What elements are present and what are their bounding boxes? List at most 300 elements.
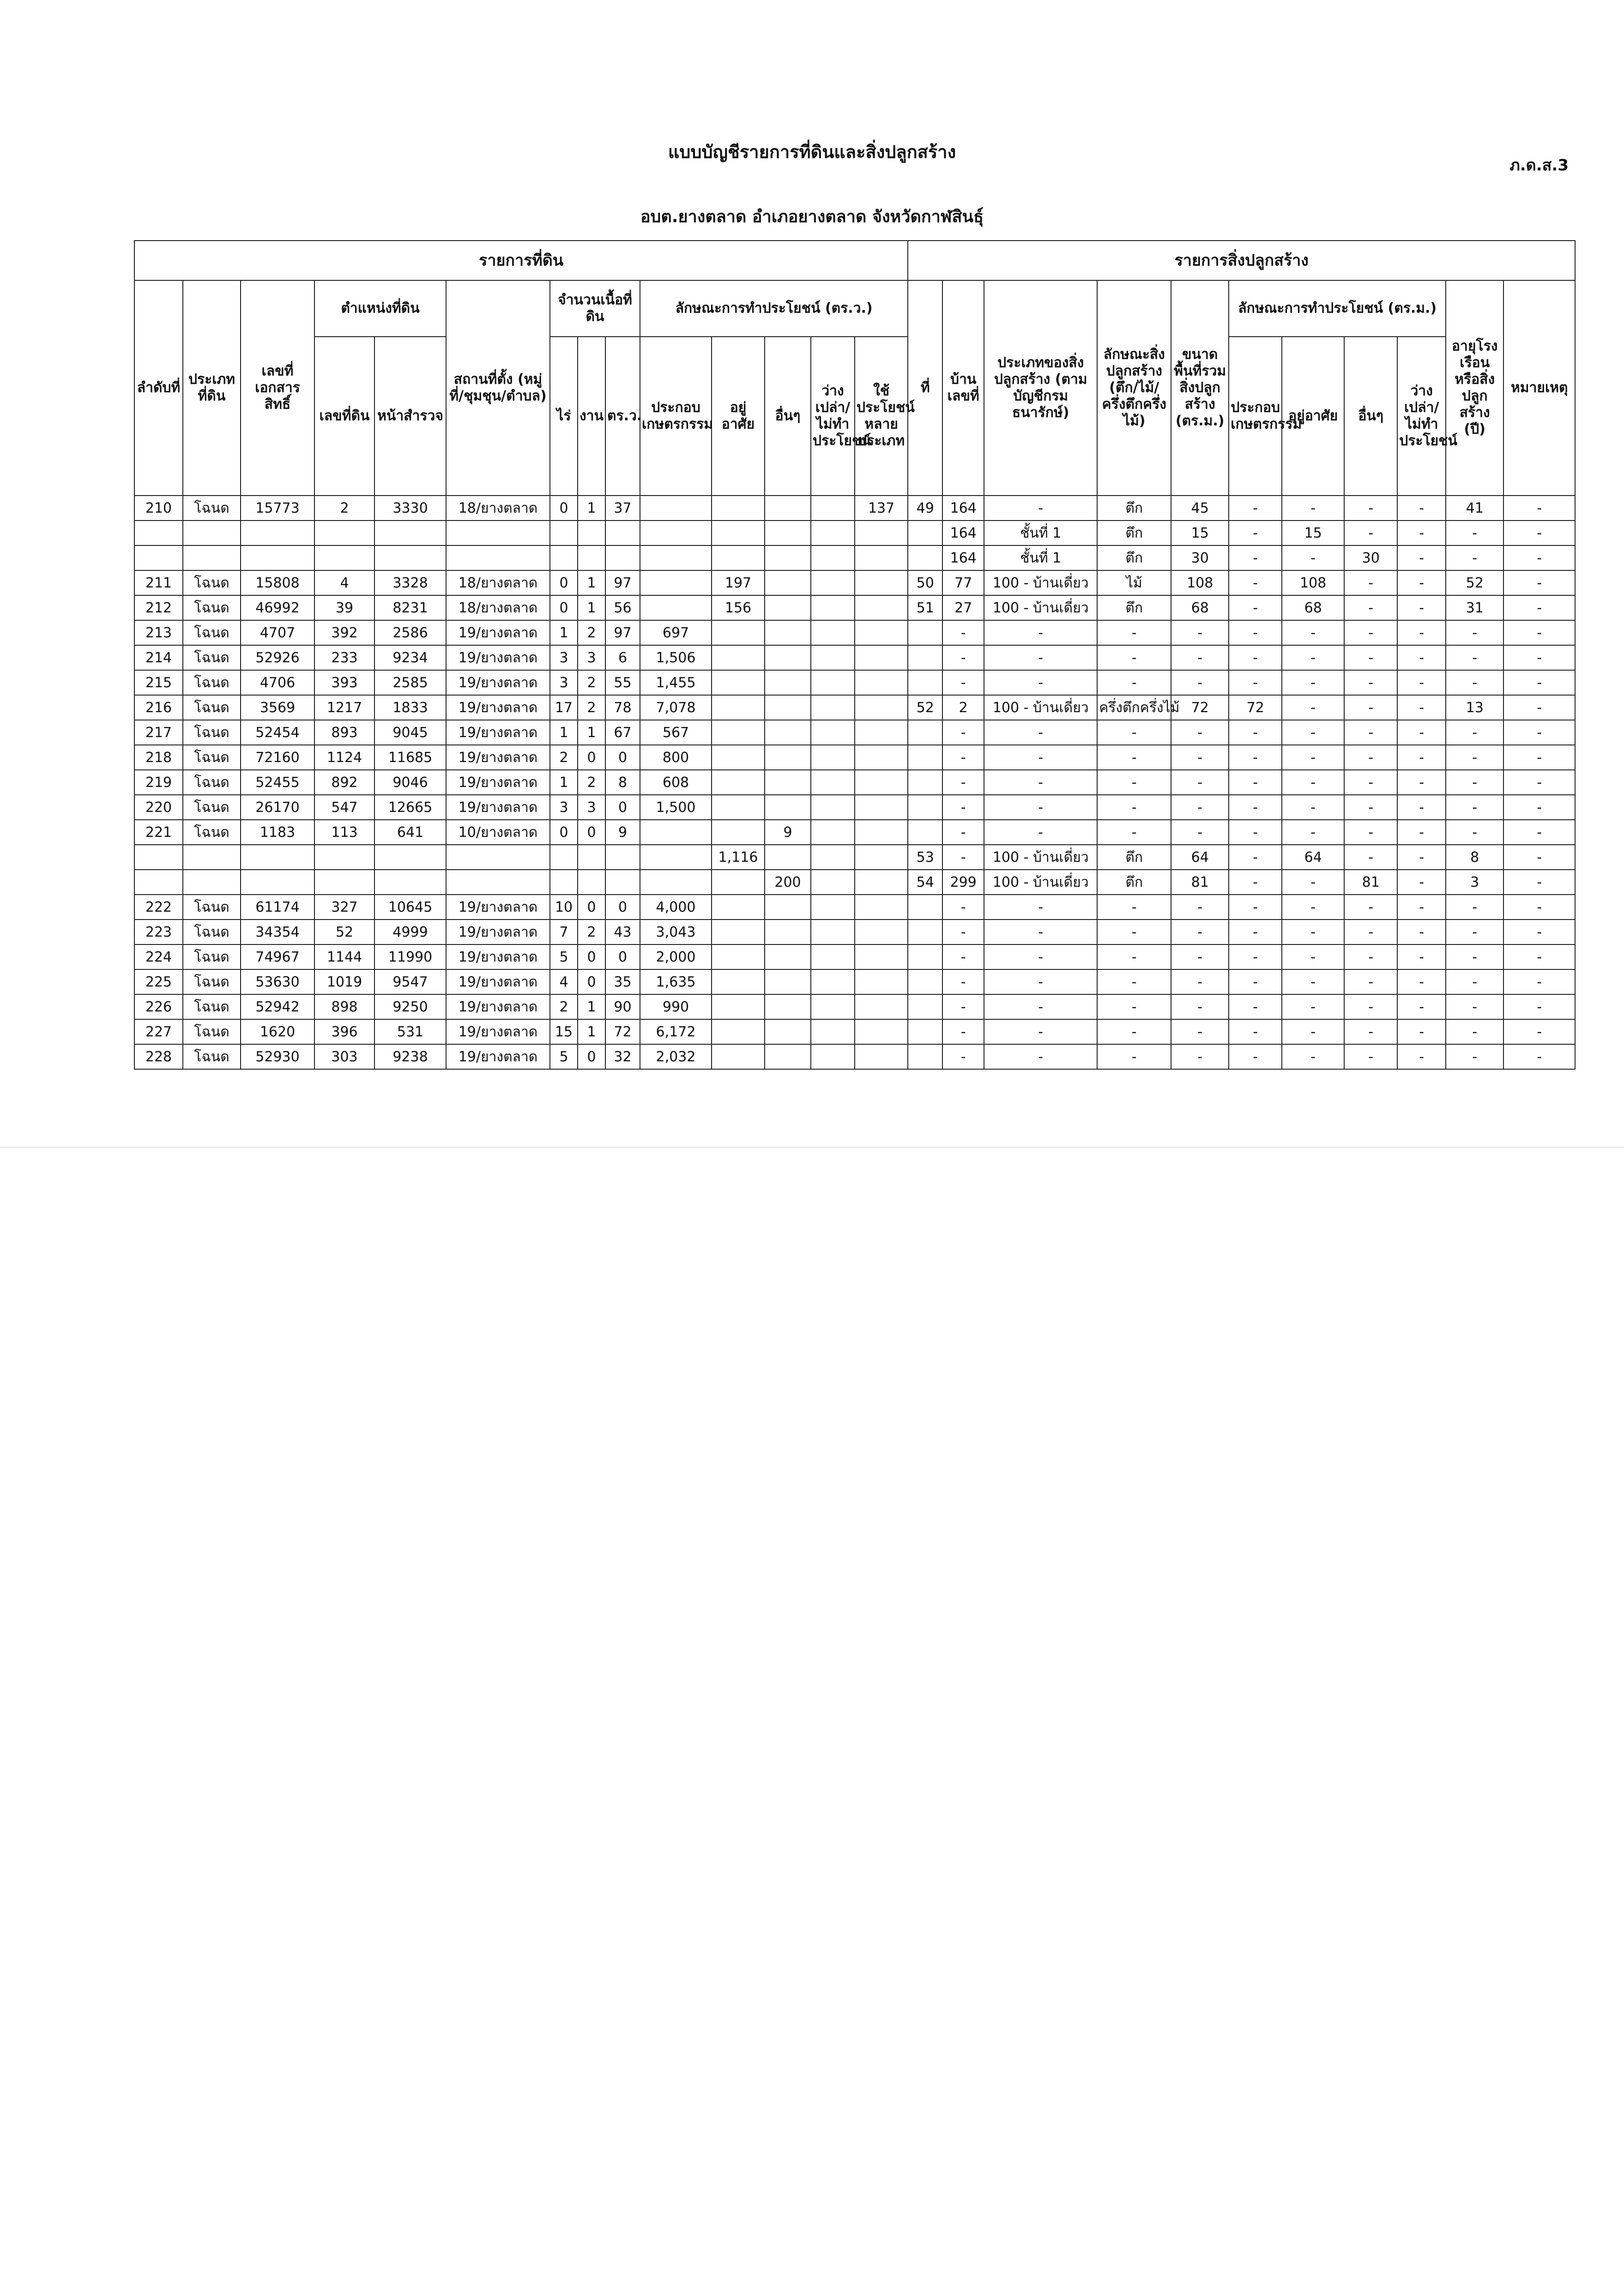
col-land-position: ตำแหน่งที่ดิน: [314, 280, 446, 337]
table-cell: 52454: [241, 720, 314, 745]
table-cell: -: [1282, 695, 1344, 720]
table-cell: -: [1446, 994, 1503, 1019]
table-cell: 19/ยางตลาด: [446, 645, 550, 670]
table-cell: [855, 645, 908, 670]
table-cell: 228: [134, 1044, 183, 1069]
table-cell: 641: [374, 820, 446, 845]
table-cell: 1: [578, 595, 605, 620]
table-cell: ชั้นที่ 1: [984, 521, 1097, 545]
table-cell: [640, 870, 712, 895]
table-cell: [314, 521, 374, 545]
table-cell: [712, 870, 765, 895]
table-row: [134, 720, 1575, 745]
table-cell: -: [1171, 1044, 1229, 1069]
table-cell: 299: [942, 870, 984, 895]
table-cell: -: [942, 944, 984, 969]
table-cell: [855, 770, 908, 795]
table-cell: 35: [605, 969, 640, 994]
table-cell: 226: [134, 994, 183, 1019]
table-cell: [134, 870, 183, 895]
table-cell: 64: [1171, 845, 1229, 870]
table-cell: -: [1171, 944, 1229, 969]
table-cell: [640, 845, 712, 870]
table-cell: [712, 545, 765, 570]
table-cell: 2: [578, 770, 605, 795]
table-cell: [374, 845, 446, 870]
table-cell: -: [942, 969, 984, 994]
table-cell: -: [942, 1044, 984, 1069]
table-cell: 19/ยางตลาด: [446, 670, 550, 695]
table-row: [134, 645, 1575, 670]
table-cell: 0: [578, 745, 605, 770]
table-cell: [241, 845, 314, 870]
table-cell: 990: [640, 994, 712, 1019]
table-cell: [712, 920, 765, 944]
table-cell: 72: [605, 1019, 640, 1044]
table-cell: -: [1282, 870, 1344, 895]
table-cell: -: [1171, 670, 1229, 695]
table-cell: -: [1446, 770, 1503, 795]
table-cell: [811, 920, 855, 944]
table-row: [134, 570, 1575, 595]
table-cell: [908, 820, 942, 845]
table-cell: -: [984, 994, 1097, 1019]
col-b-resid: อยู่อาศัย: [1282, 337, 1344, 496]
table-cell: 27: [942, 595, 984, 620]
table-cell: 3: [578, 795, 605, 820]
table-cell: 219: [134, 770, 183, 795]
table-cell: 10/ยางตลาด: [446, 820, 550, 845]
table-cell: 52455: [241, 770, 314, 795]
table-cell: [811, 994, 855, 1019]
table-cell: [855, 870, 908, 895]
table-cell: 6: [605, 645, 640, 670]
table-cell: 1620: [241, 1019, 314, 1044]
table-cell: -: [1344, 720, 1397, 745]
table-cell: [712, 1044, 765, 1069]
table-cell: 9234: [374, 645, 446, 670]
table-cell: [908, 944, 942, 969]
table-cell: [811, 1019, 855, 1044]
table-cell: 221: [134, 820, 183, 845]
table-cell: [908, 770, 942, 795]
table-cell: โฉนด: [183, 895, 241, 920]
table-cell: 12665: [374, 795, 446, 820]
table-cell: -: [1503, 645, 1575, 670]
table-cell: 97: [605, 570, 640, 595]
table-cell: [811, 670, 855, 695]
col-house-no: บ้านเลขที่: [942, 280, 984, 496]
table-cell: [134, 545, 183, 570]
table-cell: 81: [1171, 870, 1229, 895]
table-cell: [855, 545, 908, 570]
table-cell: ตึก: [1097, 595, 1171, 620]
table-cell: 2585: [374, 670, 446, 695]
table-cell: 15773: [241, 496, 314, 521]
table-cell: [908, 545, 942, 570]
table-cell: [811, 795, 855, 820]
table-cell: ครึ่งตึกครึ่งไม้: [1097, 695, 1171, 720]
table-cell: -: [1097, 1019, 1171, 1044]
table-cell: 697: [640, 620, 712, 645]
table-cell: 52: [908, 695, 942, 720]
table-cell: 64: [1282, 845, 1344, 870]
table-cell: 2,000: [640, 944, 712, 969]
table-cell: -: [1397, 870, 1446, 895]
table-cell: 74967: [241, 944, 314, 969]
table-cell: 1144: [314, 944, 374, 969]
table-cell: -: [1344, 895, 1397, 920]
table-cell: 1124: [314, 745, 374, 770]
table-cell: 567: [640, 720, 712, 745]
table-cell: -: [1503, 745, 1575, 770]
table-cell: โฉนด: [183, 496, 241, 521]
table-cell: -: [942, 1019, 984, 1044]
table-cell: -: [1171, 770, 1229, 795]
table-cell: -: [942, 670, 984, 695]
table-cell: 30: [1171, 545, 1229, 570]
table-cell: [908, 920, 942, 944]
table-cell: -: [1446, 1044, 1503, 1069]
table-cell: -: [1097, 770, 1171, 795]
table-cell: [712, 620, 765, 645]
table-cell: 56: [605, 595, 640, 620]
table-cell: [908, 969, 942, 994]
col-ngan: งาน: [578, 337, 605, 496]
table-cell: -: [942, 795, 984, 820]
table-cell: [712, 994, 765, 1019]
table-cell: -: [1503, 1019, 1575, 1044]
table-cell: [811, 845, 855, 870]
table-cell: [578, 870, 605, 895]
table-cell: -: [1229, 770, 1282, 795]
table-cell: [765, 521, 811, 545]
table-cell: 6,172: [640, 1019, 712, 1044]
table-cell: -: [1344, 620, 1397, 645]
col-rai: ไร่: [550, 337, 578, 496]
table-cell: -: [1397, 994, 1446, 1019]
table-cell: 4999: [374, 920, 446, 944]
table-cell: -: [1344, 969, 1397, 994]
col-doc-no: เลขที่เอกสารสิทธิ์: [241, 280, 314, 496]
col-building-seq: ที่: [908, 280, 942, 496]
table-cell: [765, 944, 811, 969]
table-cell: [605, 521, 640, 545]
table-cell: โฉนด: [183, 820, 241, 845]
table-cell: [241, 545, 314, 570]
table-cell: [605, 845, 640, 870]
table-cell: -: [1344, 570, 1397, 595]
table-cell: [765, 496, 811, 521]
table-cell: -: [1503, 695, 1575, 720]
table-cell: 800: [640, 745, 712, 770]
table-cell: 225: [134, 969, 183, 994]
table-cell: -: [1397, 795, 1446, 820]
scan-edge-line: [0, 1147, 1624, 1148]
table-cell: -: [1171, 895, 1229, 920]
table-cell: -: [1344, 920, 1397, 944]
table-cell: 90: [605, 994, 640, 1019]
table-cell: -: [1097, 944, 1171, 969]
table-cell: 19/ยางตลาด: [446, 994, 550, 1019]
table-cell: -: [1282, 745, 1344, 770]
table-cell: 19/ยางตลาด: [446, 920, 550, 944]
table-cell: -: [1229, 1019, 1282, 1044]
table-cell: ตึก: [1097, 845, 1171, 870]
table-cell: -: [1503, 795, 1575, 820]
table-cell: -: [1397, 944, 1446, 969]
table-cell: [765, 770, 811, 795]
col-vacant: ว่างเปล่า/ไม่ทำประโยชน์: [811, 337, 855, 496]
col-b-vacant: ว่างเปล่า/ไม่ทำประโยชน์: [1397, 337, 1446, 496]
table-cell: -: [1503, 595, 1575, 620]
table-cell: 15: [550, 1019, 578, 1044]
table-cell: 0: [550, 496, 578, 521]
table-cell: -: [1171, 969, 1229, 994]
table-cell: -: [1229, 620, 1282, 645]
table-cell: -: [1229, 545, 1282, 570]
table-cell: 10645: [374, 895, 446, 920]
table-cell: 9238: [374, 1044, 446, 1069]
table-cell: -: [1229, 595, 1282, 620]
table-cell: [550, 545, 578, 570]
table-cell: -: [1446, 969, 1503, 994]
table-row: [134, 994, 1575, 1019]
table-cell: 30: [1344, 545, 1397, 570]
table-cell: 898: [314, 994, 374, 1019]
table-cell: โฉนด: [183, 770, 241, 795]
table-cell: 892: [314, 770, 374, 795]
table-cell: -: [942, 895, 984, 920]
table-cell: [640, 521, 712, 545]
table-cell: -: [1397, 920, 1446, 944]
table-cell: [183, 870, 241, 895]
table-cell: 18/ยางตลาด: [446, 496, 550, 521]
col-area: จำนวนเนื้อที่ดิน: [550, 280, 640, 337]
col-remark: หมายเหตุ: [1503, 280, 1575, 496]
col-building-kind: ลักษณะสิ่งปลูกสร้าง (ตึก/ไม้/ครึ่งตึกครึ่งไม้): [1097, 280, 1171, 496]
table-cell: [605, 545, 640, 570]
table-cell: 19/ยางตลาด: [446, 969, 550, 994]
table-cell: 0: [578, 820, 605, 845]
table-cell: 108: [1282, 570, 1344, 595]
table-cell: -: [1397, 570, 1446, 595]
table-cell: -: [984, 645, 1097, 670]
table-cell: -: [1344, 795, 1397, 820]
table-cell: [605, 870, 640, 895]
table-cell: 0: [578, 969, 605, 994]
table-cell: -: [1397, 820, 1446, 845]
col-agri: ประกอบเกษตรกรรม: [640, 337, 712, 496]
table-row: [134, 496, 1575, 521]
table-cell: [765, 695, 811, 720]
table-cell: 3: [1446, 870, 1503, 895]
table-cell: 43: [605, 920, 640, 944]
table-cell: -: [1097, 969, 1171, 994]
table-cell: -: [942, 920, 984, 944]
table-cell: 15808: [241, 570, 314, 595]
table-cell: 51: [908, 595, 942, 620]
table-row: [134, 870, 1575, 895]
table-cell: -: [1282, 496, 1344, 521]
col-b-agri: ประกอบเกษตรกรรม: [1229, 337, 1282, 496]
table-cell: 1: [578, 570, 605, 595]
table-cell: -: [1446, 545, 1503, 570]
table-cell: -: [1282, 1019, 1344, 1044]
table-cell: [640, 545, 712, 570]
col-b-other: อื่นๆ: [1344, 337, 1397, 496]
table-cell: -: [1229, 496, 1282, 521]
table-cell: -: [1229, 895, 1282, 920]
table-cell: [765, 645, 811, 670]
table-cell: ตึก: [1097, 870, 1171, 895]
table-cell: [765, 570, 811, 595]
table-cell: 41: [1446, 496, 1503, 521]
table-cell: 19/ยางตลาด: [446, 770, 550, 795]
table-cell: 1,500: [640, 795, 712, 820]
table-row: [134, 1019, 1575, 1044]
table-cell: -: [1344, 845, 1397, 870]
table-cell: -: [984, 944, 1097, 969]
table-row: [134, 820, 1575, 845]
table-cell: 19/ยางตลาด: [446, 1044, 550, 1069]
table-cell: -: [1344, 645, 1397, 670]
table-cell: -: [1503, 545, 1575, 570]
table-cell: 547: [314, 795, 374, 820]
table-cell: [640, 820, 712, 845]
table-cell: -: [1397, 1019, 1446, 1044]
table-cell: [550, 845, 578, 870]
table-cell: -: [1171, 1019, 1229, 1044]
table-cell: [855, 1044, 908, 1069]
table-cell: 53: [908, 845, 942, 870]
table-cell: -: [942, 745, 984, 770]
table-cell: -: [1503, 620, 1575, 645]
table-cell: 210: [134, 496, 183, 521]
table-cell: -: [1344, 994, 1397, 1019]
table-cell: -: [1503, 845, 1575, 870]
table-row: [134, 920, 1575, 944]
table-cell: -: [984, 496, 1097, 521]
table-cell: -: [1229, 870, 1282, 895]
col-multi: ใช้ประโยชน์หลายประเภท: [855, 337, 908, 496]
table-cell: -: [1397, 745, 1446, 770]
table-cell: 11990: [374, 944, 446, 969]
col-other: อื่นๆ: [765, 337, 811, 496]
table-cell: -: [1229, 994, 1282, 1019]
table-cell: 31: [1446, 595, 1503, 620]
table-cell: [855, 695, 908, 720]
table-cell: -: [1503, 870, 1575, 895]
table-cell: -: [984, 1019, 1097, 1044]
col-location: สถานที่ตั้ง (หมู่ที่/ชุมชุน/ตำบล): [446, 280, 550, 496]
table-cell: [765, 670, 811, 695]
table-cell: [765, 1019, 811, 1044]
table-cell: [374, 870, 446, 895]
table-cell: -: [1503, 670, 1575, 695]
table-cell: 4707: [241, 620, 314, 645]
table-row: [134, 620, 1575, 645]
table-cell: 0: [550, 570, 578, 595]
table-cell: -: [1503, 994, 1575, 1019]
table-cell: ตึก: [1097, 545, 1171, 570]
table-cell: -: [1503, 895, 1575, 920]
table-cell: -: [1097, 620, 1171, 645]
table-cell: [855, 994, 908, 1019]
table-cell: [855, 720, 908, 745]
table-cell: -: [1097, 745, 1171, 770]
table-cell: [855, 845, 908, 870]
table-cell: 8231: [374, 595, 446, 620]
table-cell: 396: [314, 1019, 374, 1044]
table-cell: -: [1282, 920, 1344, 944]
table-cell: 0: [578, 1044, 605, 1069]
table-cell: 8: [1446, 845, 1503, 870]
table-cell: -: [1229, 1044, 1282, 1069]
table-cell: [855, 944, 908, 969]
table-cell: โฉนด: [183, 595, 241, 620]
table-cell: 8: [605, 770, 640, 795]
table-cell: 1,635: [640, 969, 712, 994]
table-cell: [134, 521, 183, 545]
table-cell: 7: [550, 920, 578, 944]
table-cell: -: [1282, 1044, 1344, 1069]
table-cell: 0: [605, 745, 640, 770]
table-row: [134, 695, 1575, 720]
table-cell: 5: [550, 944, 578, 969]
table-cell: โฉนด: [183, 745, 241, 770]
table-cell: -: [942, 845, 984, 870]
table-cell: 0: [578, 895, 605, 920]
table-cell: โฉนด: [183, 570, 241, 595]
table-cell: 214: [134, 645, 183, 670]
table-cell: 4706: [241, 670, 314, 695]
table-cell: [855, 820, 908, 845]
table-cell: 327: [314, 895, 374, 920]
table-cell: ชั้นที่ 1: [984, 545, 1097, 570]
table-cell: [908, 720, 942, 745]
table-cell: [314, 845, 374, 870]
table-cell: -: [1397, 645, 1446, 670]
table-cell: -: [1344, 595, 1397, 620]
table-cell: 108: [1171, 570, 1229, 595]
table-cell: 0: [578, 944, 605, 969]
table-row: [134, 1044, 1575, 1069]
table-cell: 0: [550, 820, 578, 845]
table-cell: [855, 670, 908, 695]
table-row: [134, 895, 1575, 920]
table-cell: -: [1503, 496, 1575, 521]
col-building-use: ลักษณะการทำประโยชน์ (ตร.ม.): [1229, 280, 1446, 337]
table-cell: 81: [1344, 870, 1397, 895]
table-cell: [811, 521, 855, 545]
table-cell: 9045: [374, 720, 446, 745]
table-cell: ตึก: [1097, 496, 1171, 521]
table-cell: 32: [605, 1044, 640, 1069]
table-cell: -: [1229, 720, 1282, 745]
table-cell: 3: [550, 795, 578, 820]
table-cell: 1: [550, 720, 578, 745]
table-cell: 0: [550, 595, 578, 620]
table-cell: 3,043: [640, 920, 712, 944]
table-cell: -: [1397, 969, 1446, 994]
table-cell: [578, 521, 605, 545]
table-cell: -: [984, 770, 1097, 795]
table-cell: -: [1097, 720, 1171, 745]
table-cell: 100 - บ้านเดี่ยว: [984, 845, 1097, 870]
table-cell: [712, 695, 765, 720]
table-cell: [855, 920, 908, 944]
